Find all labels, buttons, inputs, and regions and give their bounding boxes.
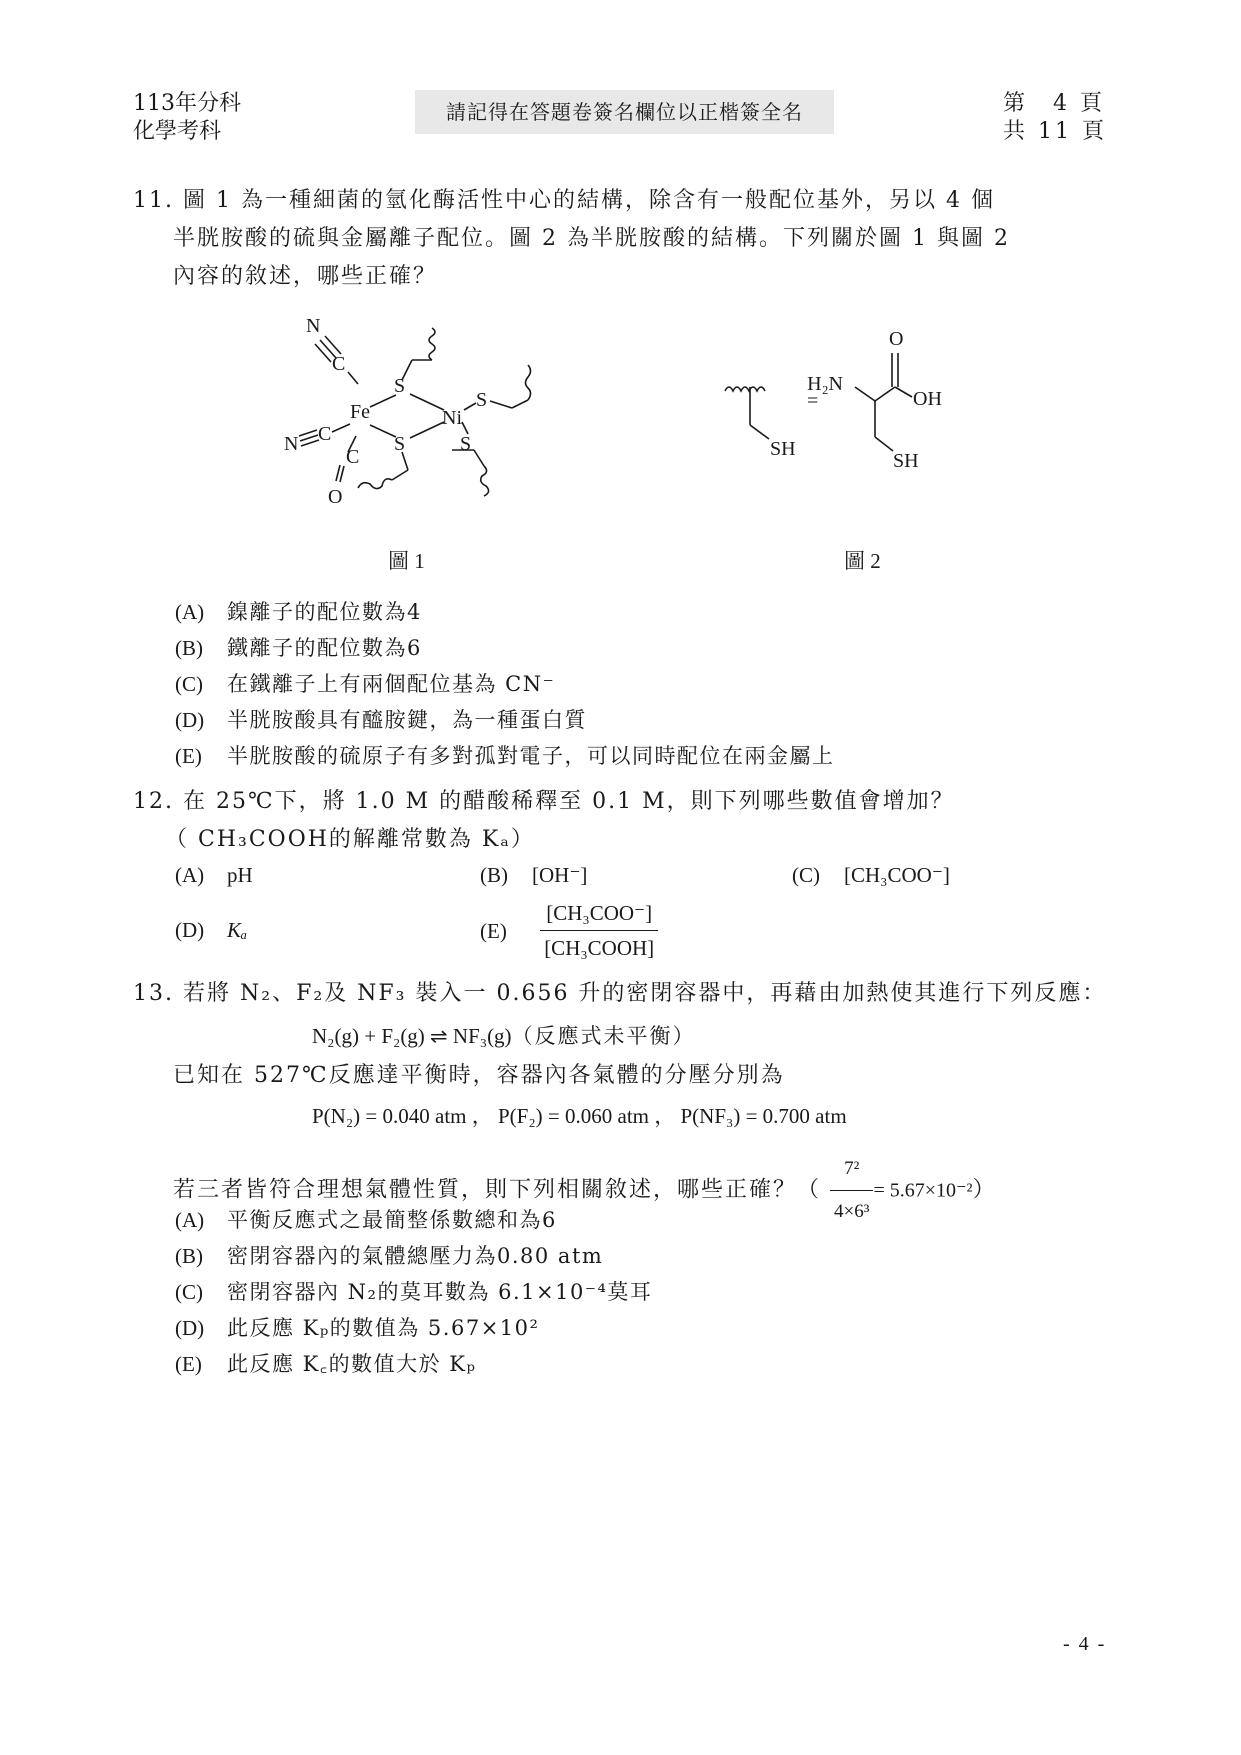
question-13 xyxy=(133,975,1113,1013)
atom-c: C xyxy=(332,353,346,375)
atom-s: S xyxy=(460,433,472,455)
question-stem-line: 圖 1 為一種細菌的氫化酶活性中心的結構，除含有一般配位基外，另以 4 個 xyxy=(183,188,995,213)
atom-oh: OH xyxy=(913,388,942,410)
figure-1-caption: 圖 1 xyxy=(388,549,425,573)
question-stem-line: 在 25℃下，將 1.0 M 的醋酸稀釋至 0.1 M，則下列哪些數值會增加？ xyxy=(183,789,955,814)
question-stem-line: 已知在 527℃反應達平衡時，容器內各氣體的分壓分別為 xyxy=(173,1063,785,1088)
option-a: (A) 鎳離子的配位數為4 xyxy=(175,600,422,624)
option-c: (C) [CH₃COO⁻] xyxy=(792,863,950,887)
fraction: $\frac{\text{[CH₃COO⁻]}}{\text{[CH₃COOH]}}$ xyxy=(540,898,658,963)
atom-n: N xyxy=(284,433,299,455)
option-b: (B) 密閉容器內的氣體總壓力為0.80 atm xyxy=(175,1244,604,1268)
question-11 xyxy=(133,182,1113,296)
equals-sign: = xyxy=(807,390,819,412)
figure-2-cysteine-structure xyxy=(715,325,1035,485)
question-12 xyxy=(133,783,1113,859)
option-c: (C) 在鐵離子上有兩個配位基為 CN⁻ xyxy=(175,672,556,696)
option-c: (C) 密閉容器內 N₂的莫耳數為 6.1×10⁻⁴莫耳 xyxy=(175,1280,653,1304)
option-b: (B) [OH⁻] xyxy=(480,863,588,887)
header-page-label: 第 4 頁 xyxy=(1003,91,1105,116)
atom-o: O xyxy=(889,328,904,350)
partial-pressures: P(N₂) = 0.040 atm ， P(F₂) = 0.060 atm ， P(NF₃) = 0.700 atm xyxy=(312,1104,847,1128)
question-stem-line: 若三者皆符合理想氣體性質，則下列相關敘述，哪些正確？（ $\frac{\text{7²}}{\text{4×6³}}$ = 5.67×10⁻²） xyxy=(173,1150,997,1231)
atom-o: O xyxy=(328,486,343,508)
option-a: (A) 平衡反應式之最簡整係數總和為6 xyxy=(175,1208,557,1232)
atom-c: C xyxy=(346,446,360,468)
question-stem-line: （ CH₃COOH的解離常數為 Kₐ） xyxy=(165,827,535,852)
atom-n: N xyxy=(306,315,321,337)
atom-ni: Ni xyxy=(442,407,462,429)
question-stem-line: 若將 N₂、F₂及 NF₃ 裝入一 0.656 升的密閉容器中，再藉由加熱使其進行下列反應： xyxy=(183,981,1107,1006)
question-stem-line: 內容的敘述，哪些正確？ xyxy=(173,264,438,289)
figure-2-caption: 圖 2 xyxy=(844,549,881,573)
atom-h2n: H₂N xyxy=(807,373,843,395)
atom-s: S xyxy=(476,389,488,411)
reaction-equation: N₂(g) + F₂(g) ⇌ NF₃(g)（反應式未平衡） xyxy=(312,1024,696,1048)
option-e: (E) 半胱胺酸的硫原子有多對孤對電子，可以同時配位在兩金屬上 xyxy=(175,744,835,768)
atom-s: S xyxy=(394,375,406,397)
option-b: (B) 鐵離子的配位數為6 xyxy=(175,636,422,660)
atom-sh: SH xyxy=(893,450,919,472)
page-number: - 4 - xyxy=(1063,1633,1107,1655)
header-exam-year: 113年分科 xyxy=(133,91,241,116)
atom-c: C xyxy=(318,423,332,445)
atom-s: S xyxy=(394,433,406,455)
option-d: (D) 此反應 Kₚ的數值為 5.67×10² xyxy=(175,1316,540,1340)
option-a: (A) pH xyxy=(175,863,253,887)
hint-fraction: $\frac{\text{7²}}{\text{4×6³}}$ xyxy=(830,1150,873,1231)
signature-reminder-banner: 請記得在答題卷簽名欄位以正楷簽全名 xyxy=(415,90,834,134)
option-e: (E) $\frac{\text{[CH₃COO⁻]}}{\text{[CH₃COOH]}}$ xyxy=(480,898,658,963)
option-d: (D) Kₐ xyxy=(175,918,248,942)
atom-fe: Fe xyxy=(350,401,370,423)
header-subject: 化學考科 xyxy=(133,119,222,144)
question-number: 12. xyxy=(133,789,174,814)
question-stem-line: 半胱胺酸的硫與金屬離子配位。圖 2 為半胱胺酸的結構。下列關於圖 1 與圖 2 xyxy=(173,226,1010,251)
question-number: 13. xyxy=(133,981,174,1006)
atom-sh: SH xyxy=(770,438,796,460)
figure-1-hydrogenase-structure xyxy=(270,300,590,515)
question-number: 11. xyxy=(133,188,174,213)
option-d: (D) 半胱胺酸具有醯胺鍵，為一種蛋白質 xyxy=(175,708,587,732)
header-total-pages: 共 11 頁 xyxy=(1003,119,1107,144)
option-e: (E) 此反應 K꜀的數值大於 Kₚ xyxy=(175,1352,477,1376)
